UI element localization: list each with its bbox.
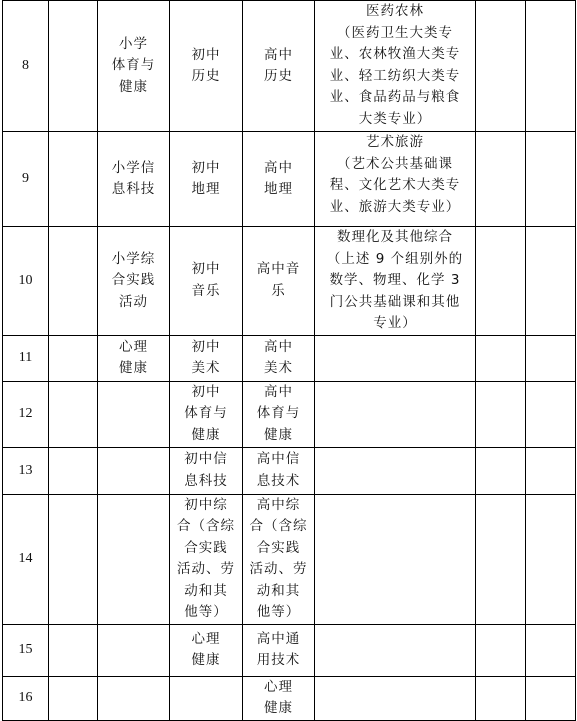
vocational-group-title: 数理化及其他综合 xyxy=(337,229,453,245)
table-body xyxy=(3,1,576,721)
row-number: 15 xyxy=(3,624,49,676)
cell-junior-subject: 初中信 息科技 xyxy=(170,447,243,494)
vocational-group-detail: （医药卫生大类专 业、农林牧渔大类专 业、轻工纺织大类专 业、食品药品与粮食 大类专业） xyxy=(329,24,461,127)
cell-vocational-group xyxy=(315,335,476,381)
cell-col2 xyxy=(49,132,98,227)
cell-col7 xyxy=(476,1,526,132)
cell-vocational-group xyxy=(315,381,476,447)
cell-col8 xyxy=(526,676,576,720)
cell-vocational-group xyxy=(315,227,476,336)
table-row xyxy=(3,381,576,447)
cell-primary-subject xyxy=(98,447,170,494)
cell-col8 xyxy=(526,335,576,381)
cell-primary-subject xyxy=(98,494,170,624)
cell-primary-subject xyxy=(98,381,170,447)
cell-col2 xyxy=(49,335,98,381)
cell-primary-subject: 小学 体育与 健康 xyxy=(98,1,170,132)
table-row xyxy=(3,227,576,336)
subject-group-table xyxy=(2,0,576,721)
vocational-group-detail: （艺术公共基础课 程、文化艺术大类专 业、旅游大类专业） xyxy=(329,155,461,215)
cell-junior-subject xyxy=(170,676,243,720)
cell-col2 xyxy=(49,494,98,624)
cell-senior-subject: 高中信 息技术 xyxy=(243,447,315,494)
table-row xyxy=(3,1,576,132)
cell-col8 xyxy=(526,132,576,227)
vocational-group-title: 医药农林 xyxy=(366,3,424,19)
cell-junior-subject: 心理 健康 xyxy=(170,624,243,676)
cell-col8 xyxy=(526,494,576,624)
table-row xyxy=(3,447,576,494)
cell-col2 xyxy=(49,381,98,447)
cell-senior-subject: 高中 地理 xyxy=(243,132,315,227)
cell-senior-subject: 高中 美术 xyxy=(243,335,315,381)
cell-col2 xyxy=(49,1,98,132)
cell-col7 xyxy=(476,676,526,720)
cell-col7 xyxy=(476,227,526,336)
cell-primary-subject: 小学综 合实践 活动 xyxy=(98,227,170,336)
table-row xyxy=(3,624,576,676)
cell-primary-subject: 心理 健康 xyxy=(98,335,170,381)
cell-vocational-group xyxy=(315,1,476,132)
cell-senior-subject: 高中音 乐 xyxy=(243,227,315,336)
cell-col7 xyxy=(476,447,526,494)
cell-col7 xyxy=(476,335,526,381)
cell-primary-subject xyxy=(98,624,170,676)
cell-senior-subject: 高中综 合（含综 合实践 活动、劳 动和其 他等） xyxy=(243,494,315,624)
table-row xyxy=(3,335,576,381)
cell-col2 xyxy=(49,227,98,336)
cell-col8 xyxy=(526,381,576,447)
row-number: 11 xyxy=(3,335,49,381)
cell-primary-subject: 小学信 息科技 xyxy=(98,132,170,227)
row-number: 16 xyxy=(3,676,49,720)
cell-col8 xyxy=(526,624,576,676)
cell-vocational-group xyxy=(315,447,476,494)
cell-col7 xyxy=(476,132,526,227)
cell-vocational-group xyxy=(315,676,476,720)
cell-junior-subject: 初中综 合（含综 合实践 活动、劳 动和其 他等） xyxy=(170,494,243,624)
table-row xyxy=(3,676,576,720)
cell-junior-subject: 初中 音乐 xyxy=(170,227,243,336)
cell-senior-subject: 心理 健康 xyxy=(243,676,315,720)
cell-col8 xyxy=(526,447,576,494)
cell-col7 xyxy=(476,624,526,676)
table-row xyxy=(3,132,576,227)
cell-junior-subject: 初中 地理 xyxy=(170,132,243,227)
cell-vocational-group xyxy=(315,624,476,676)
row-number: 14 xyxy=(3,494,49,624)
cell-junior-subject: 初中 历史 xyxy=(170,1,243,132)
cell-primary-subject xyxy=(98,676,170,720)
cell-col2 xyxy=(49,624,98,676)
cell-junior-subject: 初中 体育与 健康 xyxy=(170,381,243,447)
cell-senior-subject: 高中 历史 xyxy=(243,1,315,132)
row-number: 13 xyxy=(3,447,49,494)
cell-col2 xyxy=(49,676,98,720)
vocational-group-detail: （上述 9 个组别外的 数学、物理、化学 3 门公共基础课和其他 专业） xyxy=(326,250,464,331)
vocational-group-title: 艺术旅游 xyxy=(366,134,424,150)
cell-col8 xyxy=(526,1,576,132)
cell-col7 xyxy=(476,494,526,624)
row-number: 9 xyxy=(3,132,49,227)
row-number: 12 xyxy=(3,381,49,447)
cell-junior-subject: 初中 美术 xyxy=(170,335,243,381)
cell-col7 xyxy=(476,381,526,447)
cell-col8 xyxy=(526,227,576,336)
row-number: 10 xyxy=(3,227,49,336)
cell-senior-subject: 高中通 用技术 xyxy=(243,624,315,676)
cell-senior-subject: 高中 体育与 健康 xyxy=(243,381,315,447)
cell-vocational-group xyxy=(315,494,476,624)
table-row xyxy=(3,494,576,624)
cell-col2 xyxy=(49,447,98,494)
row-number: 8 xyxy=(3,1,49,132)
cell-vocational-group xyxy=(315,132,476,227)
